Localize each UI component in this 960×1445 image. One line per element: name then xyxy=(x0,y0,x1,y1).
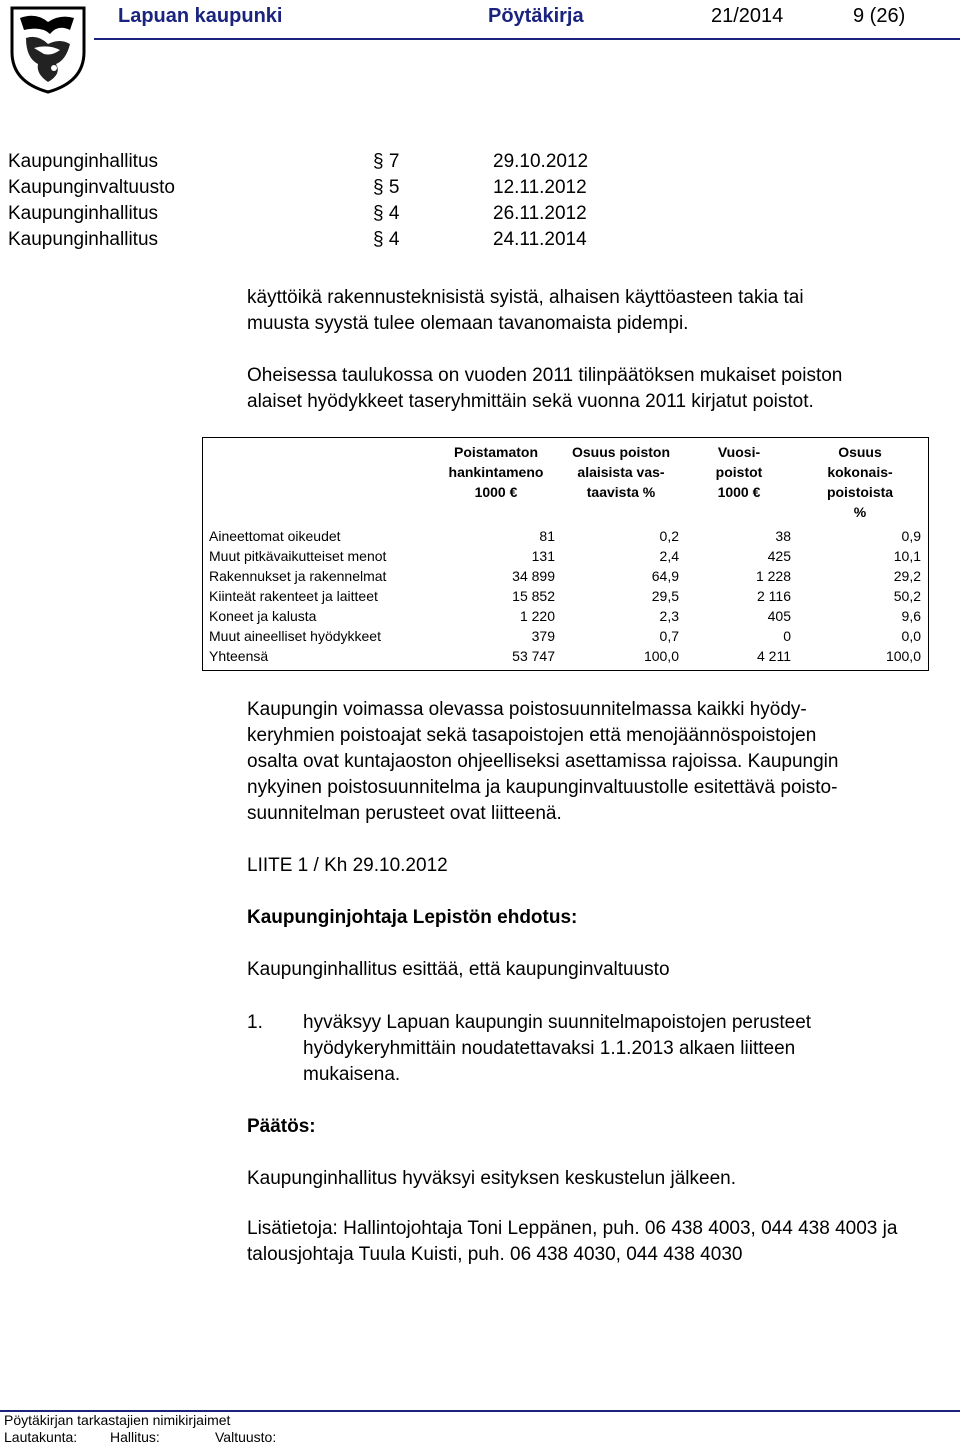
cell-share-total: 50,2 xyxy=(893,588,921,604)
cell-share-total: 0,9 xyxy=(901,528,921,544)
cell-acquisition-cost: 1 220 xyxy=(519,608,555,624)
header-line: alaisista vas- xyxy=(577,464,665,480)
decision-text: Kaupunginhallitus hyväksyi esityksen keskustelun jälkeen. xyxy=(247,1168,736,1189)
text-line: osalta ovat kuntajaoston ohjeelliseksi asettamissa rajoissa. Kaupungin xyxy=(247,751,839,772)
text-line: muusta syystä tulee olemaan tavanomaista pidempi. xyxy=(247,313,689,334)
cell-share-depreciable: 29,5 xyxy=(651,588,679,604)
decision-heading: Päätös: xyxy=(247,1116,316,1137)
cell-share-depreciable: 0,7 xyxy=(659,628,679,644)
document-type: Pöytäkirja xyxy=(488,5,584,27)
table-header-row xyxy=(205,440,925,526)
text-line: talousjohtaja Tuula Kuisti, puh. 06 438 4030, 044 438 4030 xyxy=(247,1244,743,1265)
meeting-body: Kaupunginhallitus xyxy=(8,203,159,224)
depreciation-table xyxy=(205,440,925,666)
cell-share-total: 9,6 xyxy=(901,608,921,624)
table-row xyxy=(205,606,925,626)
row-label: Aineettomat oikeudet xyxy=(209,528,341,544)
header-line: hankintameno xyxy=(448,464,544,480)
header-line: Vuosi- xyxy=(717,444,761,460)
attachment-reference: LIITE 1 / Kh 29.10.2012 xyxy=(247,855,448,876)
cell-annual-depreciation: 2 116 xyxy=(757,588,791,604)
text-line: mukaisena. xyxy=(303,1064,401,1085)
table-row xyxy=(205,586,925,606)
proposal-item xyxy=(303,1010,811,1088)
table-row xyxy=(205,546,925,566)
cell-annual-depreciation: 0 xyxy=(783,628,791,644)
cell-annual-depreciation: 1 228 xyxy=(755,568,791,584)
meeting-section: § 5 xyxy=(373,177,400,198)
cell-acquisition-cost: 53 747 xyxy=(512,648,555,664)
table-total-row xyxy=(205,646,925,666)
meeting-date: 24.11.2014 xyxy=(493,229,587,250)
cell-share-total: 0,0 xyxy=(901,628,921,644)
cell-share-total: 10,1 xyxy=(893,548,921,564)
header-line: Osuus xyxy=(838,444,882,460)
header-line: Poistamaton xyxy=(453,444,538,460)
cell-acquisition-cost: 34 899 xyxy=(512,568,555,584)
cell-share-depreciable: 64,9 xyxy=(651,568,679,584)
header-line: poistot xyxy=(715,464,763,480)
meeting-section: § 4 xyxy=(373,203,400,224)
row-label: Kiinteät rakenteet ja laitteet xyxy=(209,588,378,604)
proposal-heading: Kaupunginjohtaja Lepistön ehdotus: xyxy=(247,907,578,928)
cell-acquisition-cost: 81 xyxy=(539,528,555,544)
meeting-section: § 4 xyxy=(373,229,400,250)
cell-annual-depreciation: 425 xyxy=(767,548,791,564)
cell-acquisition-cost: 131 xyxy=(531,548,555,564)
header-line: kokonais- xyxy=(827,464,893,480)
cell-share-total: 29,2 xyxy=(893,568,921,584)
organization-name: Lapuan kaupunki xyxy=(118,5,283,27)
cell-acquisition-cost: 15 852 xyxy=(512,588,555,604)
header-line: 1000 € xyxy=(474,484,518,500)
cell-annual-depreciation: 4 211 xyxy=(757,648,791,664)
cell-acquisition-cost: 379 xyxy=(531,628,555,644)
text-line: suunnitelman perusteet ovat liitteenä. xyxy=(247,803,562,824)
row-label: Yhteensä xyxy=(209,648,269,664)
table-row xyxy=(205,626,925,646)
row-label: Koneet ja kalusta xyxy=(209,608,317,624)
text-line: nykyinen poistosuunnitelma ja kaupunginvaltuustolle esitettävä poisto- xyxy=(247,777,838,798)
proposal-item-number: 1. xyxy=(247,1012,263,1033)
paragraph-table-intro xyxy=(247,363,842,415)
cell-share-depreciable: 0,2 xyxy=(659,528,679,544)
paragraph-useful-life xyxy=(247,285,804,337)
header-acquisition-cost xyxy=(433,440,559,526)
table-row xyxy=(205,526,925,546)
cell-share-depreciable: 2,4 xyxy=(659,548,679,564)
header-share-total xyxy=(795,440,925,526)
meeting-body: Kaupunginhallitus xyxy=(8,229,159,250)
text-line: Kaupungin voimassa olevassa poistosuunnitelmassa kaikki hyödy- xyxy=(247,699,807,720)
meeting-body: Kaupunginvaltuusto xyxy=(8,177,175,198)
text-line: hyväksyy Lapuan kaupungin suunnitelmapoistojen perusteet xyxy=(303,1012,812,1033)
footer-initials-label: Pöytäkirjan tarkastajien nimikirjaimet xyxy=(4,1412,231,1428)
cell-share-total: 100,0 xyxy=(885,648,921,664)
table-row xyxy=(205,566,925,586)
text-line: Lisätietoja: Hallintojohtaja Toni Leppänen, puh. 06 438 4003, 044 438 4003 ja xyxy=(247,1218,898,1239)
row-label: Muut aineelliset hyödykkeet xyxy=(209,628,381,644)
header-rule xyxy=(94,38,960,40)
header-line: 1000 € xyxy=(717,484,761,500)
page-number: 9 (26) xyxy=(853,5,906,27)
meeting-row xyxy=(8,175,668,201)
footer-label-government: Hallitus: xyxy=(110,1429,160,1445)
meeting-row xyxy=(8,149,668,175)
cell-annual-depreciation: 38 xyxy=(775,528,791,544)
meeting-section: § 7 xyxy=(373,151,400,172)
text-line: keryhmien poistoajat sekä tasapoistojen että menojäännöspoistojen xyxy=(247,725,817,746)
header-line: poistoista xyxy=(826,484,894,500)
proposal-intro: Kaupunginhallitus esittää, että kaupunginvaltuusto xyxy=(247,959,670,980)
row-label: Muut pitkävaikutteiset menot xyxy=(209,548,387,564)
header-line: taavista % xyxy=(586,484,656,500)
meeting-row xyxy=(8,201,668,227)
header-line: Osuus poiston xyxy=(572,444,670,460)
header-share-depreciable xyxy=(559,440,683,526)
header-line: % xyxy=(853,504,867,520)
text-line: hyödykeryhmittäin noudatettavaksi 1.1.2013 alkaen liitteen xyxy=(303,1038,796,1059)
text-line: alaiset hyödykkeet taseryhmittäin sekä vuonna 2011 kirjatut poistot. xyxy=(247,391,814,412)
header-empty xyxy=(205,440,433,526)
paragraph-depreciation-plan xyxy=(247,697,838,827)
meeting-list xyxy=(8,149,668,253)
text-line: Oheisessa taulukossa on vuoden 2011 tilinpäätöksen mukaiset poiston xyxy=(247,365,843,386)
row-label: Rakennukset ja rakennelmat xyxy=(209,568,387,584)
meeting-row xyxy=(8,227,668,253)
meeting-date: 29.10.2012 xyxy=(493,151,589,172)
meeting-body: Kaupunginhallitus xyxy=(8,151,159,172)
header-annual-depreciation xyxy=(683,440,795,526)
meeting-date: 26.11.2012 xyxy=(493,203,587,224)
document-number: 21/2014 xyxy=(711,5,784,27)
footer-label-council: Valtuusto: xyxy=(215,1429,277,1445)
cell-share-depreciable: 2,3 xyxy=(659,608,679,624)
city-crest-logo xyxy=(8,4,88,94)
meeting-date: 12.11.2012 xyxy=(493,177,587,198)
cell-annual-depreciation: 405 xyxy=(767,608,791,624)
contact-info xyxy=(247,1216,897,1268)
cell-share-depreciable: 100,0 xyxy=(643,648,679,664)
footer-label-board: Lautakunta: xyxy=(4,1429,78,1445)
text-line: käyttöikä rakennusteknisistä syistä, alhaisen käyttöasteen takia tai xyxy=(247,287,804,308)
